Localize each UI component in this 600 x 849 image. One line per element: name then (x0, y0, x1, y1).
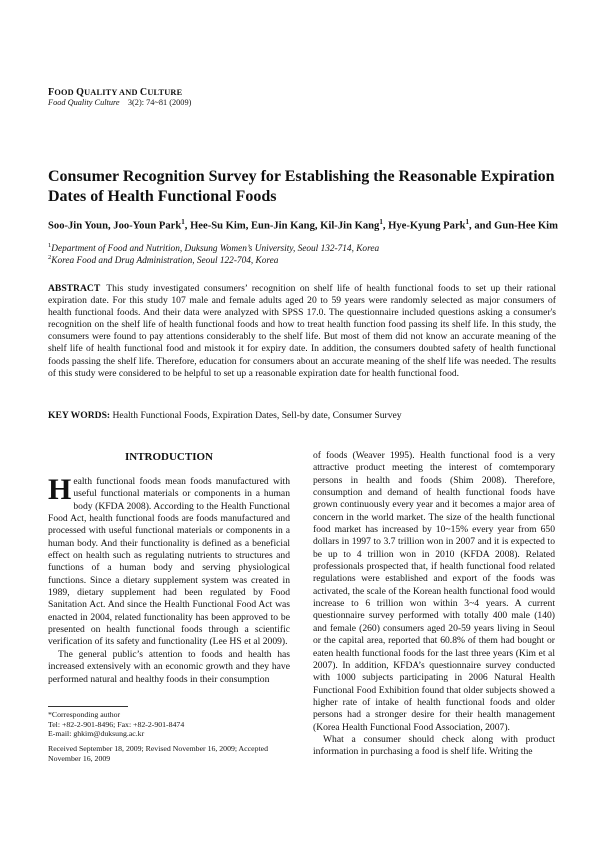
drop-cap: H (48, 473, 72, 506)
keywords-label: KEY WORDS: (48, 410, 111, 421)
journal-citation: Food Quality Culture 3(2): 74~81 (2009) (48, 98, 192, 107)
affiliation: $^2$Korea Food and Drug Administration, Seoul 122-704, Korea (48, 254, 279, 267)
author-name: Eun-Jin Kang (250, 220, 315, 232)
paragraph: What a consumer should check along with product information in purchasing a food is shelf life. Writing the (313, 733, 555, 758)
abstract-label: ABSTRACT (48, 283, 101, 294)
author-name: Hee-Su Kim (190, 220, 246, 232)
section-heading: INTRODUCTION (124, 451, 213, 463)
author-name: Joo-Youn Park (113, 220, 182, 232)
journal-name: FOOD QUALITY AND CULTURE (48, 87, 183, 98)
contact-email: E-mail: ghkim@duksung.ac.kr (48, 729, 145, 739)
abstract-text: This study investigated consumers’ recognition on shelf life of health functional foods to set up their rational expiration date. For this study 107 male and female adults aged 20 to 59 years were randomly selected as major consumers of health functional foods. And their data were analyzed with SPSS 17.0. The questionnaire included questions asking a consumer's recognition on the shelf life of health functional foods and how to treat health function food passing its shelf life. In this study, the consumers were found to pay attentions considerably to the shelf life. But most of them did not know an accurate meaning of the shelf life of health functional food and mistook it for expiry date. In addition, the consumers doubted safety of health functional foods passing the shelf life. Therefore, education for consumers about an accurate meaning of the shelf life was needed. The results of this study were considered to be helpful to set up a reasonable expiration date for health functional food. (48, 283, 556, 379)
affiliation: $^1$Department of Food and Nutrition, Duksung Women’s University, Seoul 132-714, Korea (48, 242, 380, 255)
paragraph: The general public’s attention to foods and health has increased extensively with an economic growth and they have performed natural and healthy foods in their consumption (48, 648, 290, 685)
author-name: Soo-Jin Youn (48, 220, 108, 232)
author-list: Soo-Jin Youn, Joo-Youn Park$^1$, Hee-Su Kim, Eun-Jin Kang, Kil-Jin Kang$^1$, Hye-Kyung Park$^1$, and Gun-Hee Kim (48, 218, 558, 232)
received-dates: Received September 18, 2009; Revised November 16, 2009; Accepted November 16, 2009 (48, 744, 268, 763)
author-name: Hye-Kyung Park (388, 220, 466, 232)
author-name: Kil-Jin Kang (320, 220, 380, 232)
corresponding-author: *Corresponding author (48, 710, 121, 719)
journal-header (48, 88, 191, 108)
abstract (48, 283, 556, 380)
paragraph: of foods (Weaver 1995). Health functional food is a very attractive product meeting the interest of comtemporary persons in health and foods (Shim 2008). Therefore, consumption and demand of health functional foods have grown continuously every year and it becomes a major area of concern in the world market. The size of the health functional food market has increased by 10~15% every year from 650 dollars in 1997 to 3.7 trillion won in 2007 and it is expected to be up to 4 trillion won in 2010 (KFDA 2008). Related professionals prospected that, if health functional food related regulations were established and export of the foods was activated, the scale of the Korean health functional food would increase to 6 trillion won within 3~4 years. A current questionnaire survey performed with totally 400 male (140) and female (260) consumers aged 20-59 years living in Seoul or the capital area, reported that 60.8% of them had bought or eaten health functional foods for the last three years (Kim et al 2007). In addition, KFDA’s questionnaire survey conducted with 1000 subjects participating in 2006 Natural Health Functional Food Exhibition found that older subjects showed a higher rate of intake of health functional foods and older persons had a stronger desire for their health management (Korea Health Functional Food Association, 2007). (313, 450, 555, 733)
left-column (48, 450, 290, 686)
author-name: Gun-Hee Kim (494, 220, 558, 232)
footnote-rule (48, 706, 128, 707)
right-column (313, 450, 555, 759)
keywords (48, 410, 556, 422)
footnote (48, 710, 293, 739)
keywords-text: Health Functional Foods, Expiration Dates, Sell-by date, Consumer Survey (110, 410, 402, 421)
contact-phone: Tel: +82-2-901-8496; Fax: +82-2-901-8474 (48, 719, 185, 729)
paragraph: Health functional foods mean foods manufactured with useful functional materials or components in a human body (KFDA 2008). According to the Health Functional Food Act, health functional foods are foods manufactured and processed with useful functional materials or components in a human body. And their functionality is defined as a beneficial effect on health such as regulating nutrients to structures and functions of a human body and serving physiological functions. Since a dietary supplement system was created in 1989, dietary supplement had been regulated by Food Sanitation Act. And since the Health Functional Food Act was enacted in 2004, related functionality has been approved to be presented on health functional foods through a scientific verification of its safety and functionality (Lee HS et al 2009). (48, 473, 290, 648)
article-title: Consumer Recognition Survey for Establishing the Reasonable Expiration Dates of Health Functional Foods (48, 168, 555, 205)
